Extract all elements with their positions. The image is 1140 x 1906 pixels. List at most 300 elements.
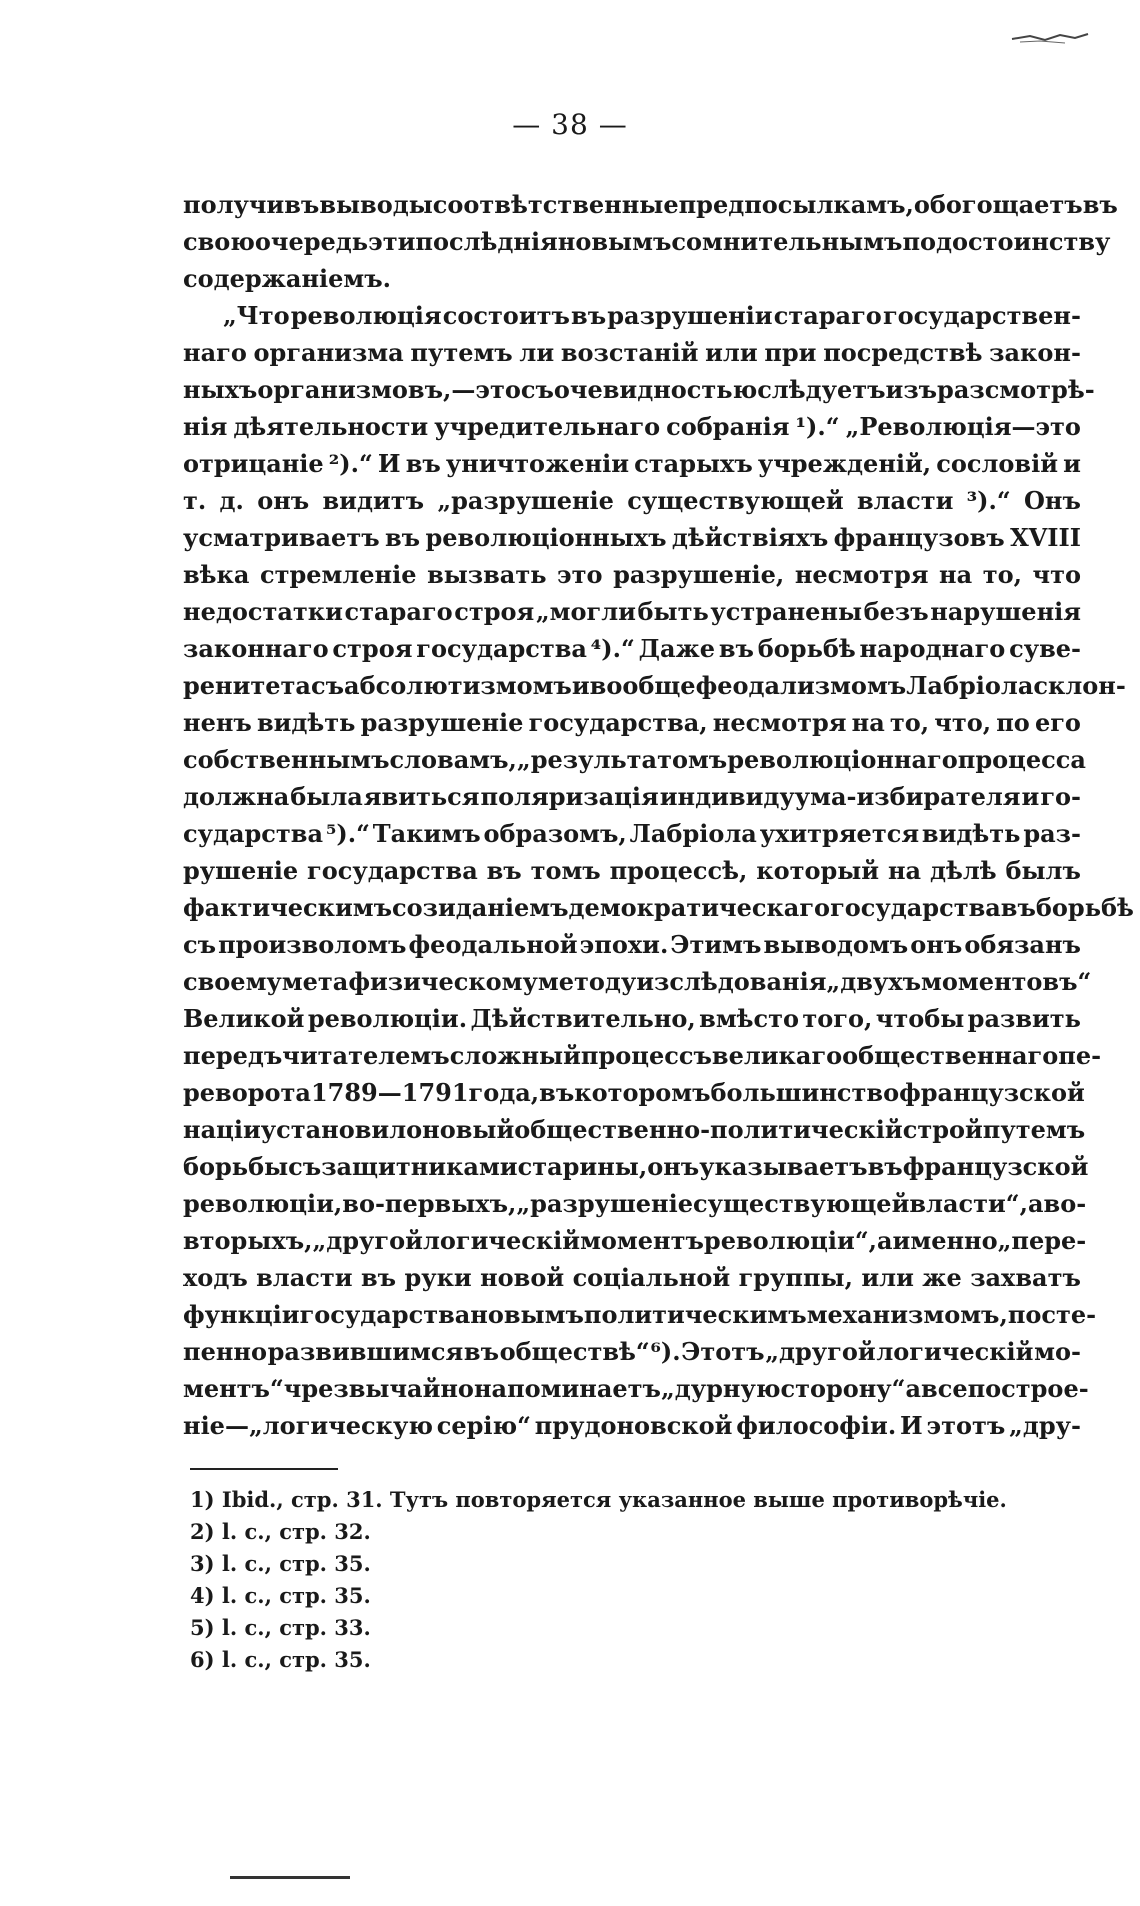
word: новымъ (557, 227, 672, 256)
word: который (756, 856, 880, 885)
word: французовъ (833, 523, 1005, 552)
word: все (921, 1374, 968, 1403)
word: демократическаго (568, 893, 831, 922)
word: то, (889, 708, 930, 737)
text-line (183, 778, 1081, 815)
word: же (922, 1263, 962, 1292)
word: И (899, 1411, 923, 1440)
word: по (902, 227, 937, 256)
word: ²).“ (328, 449, 373, 478)
text-line (183, 963, 1092, 1000)
word: существующей (627, 486, 844, 515)
word: сторону“ (780, 1374, 906, 1403)
footnote-mark: 2) (190, 1519, 215, 1544)
word: власти (256, 1263, 353, 1292)
word: состоитъ (442, 301, 570, 330)
word: чтобы (875, 1004, 965, 1033)
text-line (183, 852, 1081, 889)
word: государства (830, 893, 1001, 922)
word: захватъ (970, 1263, 1081, 1292)
word: учредительнаго (434, 412, 661, 441)
word: созиданіемъ (392, 893, 569, 922)
word: несмотря (794, 560, 929, 589)
word: изъ (885, 375, 938, 404)
word: въ (1082, 190, 1118, 219)
word: новой (480, 1263, 565, 1292)
word: великаго (711, 1041, 843, 1070)
word: видитъ (322, 486, 425, 515)
word: въ (539, 1078, 575, 1107)
word: которомъ (574, 1078, 711, 1107)
word: большинство (710, 1078, 900, 1107)
text-line (183, 667, 1126, 704)
text-line (183, 1037, 1102, 1074)
scan-artifact (1010, 30, 1090, 44)
word: собственнымъ (183, 745, 390, 774)
word: методу (537, 967, 637, 996)
word: читателемъ (282, 1041, 450, 1070)
word: абсолютизмомъ (344, 671, 572, 700)
word: наго (183, 338, 247, 367)
text-line (183, 260, 1081, 297)
word: или (705, 338, 758, 367)
word: изслѣдованія (636, 967, 827, 996)
footnote (190, 1484, 1070, 1516)
word: французской (899, 1078, 1085, 1107)
word: феодализмомъ (695, 671, 907, 700)
word: Лабріола (906, 671, 1034, 700)
word: разрушеніе, (613, 560, 785, 589)
word: революціи. (307, 1004, 468, 1033)
word: видѣть (256, 708, 356, 737)
word: И (377, 449, 401, 478)
text-line (183, 889, 1134, 926)
word: разсмотрѣ- (937, 375, 1095, 404)
text-line (183, 1222, 1087, 1259)
word: моментовъ“ (920, 967, 1092, 996)
word: недостатки (183, 597, 343, 626)
text-line (183, 593, 1081, 630)
word: 1789—1791 (310, 1078, 469, 1107)
word: на (887, 856, 922, 885)
word: общественнаго (842, 1041, 1059, 1070)
word: и (571, 671, 590, 700)
word: строя (332, 634, 413, 663)
main-text (183, 186, 1134, 1444)
word: а (905, 1374, 922, 1403)
word: Даже (638, 634, 716, 663)
text-line (183, 1074, 1085, 1111)
word: націи (183, 1115, 261, 1144)
word: народнаго (859, 634, 1006, 663)
text-line (183, 1333, 1081, 1370)
text-line (183, 1111, 1086, 1148)
word: того, (802, 1004, 873, 1033)
text-line (183, 408, 1081, 445)
word: Такимъ (372, 819, 481, 848)
word: сложный (449, 1041, 581, 1070)
word: ныхъ (183, 375, 258, 404)
word: новый (422, 1115, 515, 1144)
word: разрушеніе (360, 708, 524, 737)
text-line (183, 741, 1086, 778)
word: учрежденій, (757, 449, 932, 478)
word: нарушенія (930, 597, 1081, 626)
word: пенно (183, 1337, 267, 1366)
word: дѣятельности (233, 412, 429, 441)
word: возстаній (560, 338, 699, 367)
word: онъ (257, 486, 310, 515)
text-line (183, 1407, 1081, 1444)
footnote-mark: 3) (190, 1551, 215, 1576)
word: въ (360, 1263, 397, 1292)
word: былъ (1005, 856, 1081, 885)
word: фактическимъ (183, 893, 393, 922)
word: „могли (535, 597, 636, 626)
footnote-text: Ibid., стр. 31. Тутъ повторяется указанное выше противорѣчіе. (214, 1487, 1007, 1512)
word: государства (307, 856, 478, 885)
word: съ (183, 930, 217, 959)
word: феодальной (408, 930, 578, 959)
footnote (190, 1644, 1070, 1676)
word: политическимъ (583, 1300, 807, 1329)
word: установило (260, 1115, 423, 1144)
word: слѣдуетъ (757, 375, 886, 404)
word: построе- (967, 1374, 1089, 1403)
word: обязанъ (964, 930, 1081, 959)
word: прудоновской (534, 1411, 733, 1440)
word: а (876, 1226, 893, 1255)
word: была (290, 782, 363, 811)
word: или (861, 1263, 914, 1292)
word: сударства (183, 819, 324, 848)
word: въ (405, 449, 441, 478)
word: быть (637, 597, 709, 626)
word: безъ (863, 597, 929, 626)
word: съ (520, 375, 554, 404)
footnote (190, 1548, 1070, 1580)
word: ⁵).“ (325, 819, 370, 848)
text-line (183, 1148, 1089, 1185)
word: сословій (936, 449, 1059, 478)
text-line (183, 1185, 1087, 1222)
footnote (190, 1612, 1070, 1644)
text-line (183, 1259, 1081, 1296)
text-line (183, 223, 1111, 260)
word: содержаніемъ. (183, 264, 392, 293)
footnote (190, 1580, 1070, 1612)
word: логическій (876, 1337, 1034, 1366)
word: строй (902, 1115, 983, 1144)
word: строя (454, 597, 535, 626)
word: революціи“, (703, 1226, 877, 1255)
word: указываетъ (699, 1152, 868, 1181)
word: ли (519, 338, 555, 367)
word: государства (299, 1300, 471, 1329)
word: процесса (957, 745, 1086, 774)
word: реворота (183, 1078, 311, 1107)
word: власти“, (909, 1189, 1028, 1218)
word: старыхъ (634, 449, 753, 478)
word: получивъ (183, 190, 320, 219)
word: „другой (312, 1226, 423, 1255)
word: Этимъ (670, 930, 762, 959)
word: го- (1040, 782, 1081, 811)
word: механизмомъ, (806, 1300, 1008, 1329)
word: серію“ (436, 1411, 531, 1440)
word: пе- (1058, 1041, 1102, 1070)
word: это (557, 560, 603, 589)
word: „пере- (997, 1226, 1087, 1255)
word: „дру- (1009, 1411, 1081, 1440)
word: стремленіе (259, 560, 417, 589)
footnote-separator (190, 1468, 338, 1470)
word: индивидуума-избирателя (659, 782, 1021, 811)
text-line (183, 371, 1095, 408)
word: вѣка (183, 560, 250, 589)
word: революція (290, 301, 442, 330)
footnote-text: l. c., стр. 35. (214, 1647, 371, 1672)
word: сомнительнымъ (671, 227, 903, 256)
word: Лабріола (629, 819, 757, 848)
word: логическій (422, 1226, 581, 1255)
word: вмѣсто (699, 1004, 800, 1033)
word: склон- (1033, 671, 1126, 700)
word: новымъ (470, 1300, 584, 1329)
word: онъ (910, 930, 963, 959)
text-line (183, 297, 1081, 334)
word: томъ (530, 856, 601, 885)
word: свою (183, 227, 255, 256)
word: во-первыхъ, (342, 1189, 517, 1218)
word: посредствѣ (823, 338, 983, 367)
text-line (183, 704, 1081, 741)
word: несмотря (712, 708, 847, 737)
word: устранены (710, 597, 863, 626)
word: что, (934, 708, 992, 737)
footnote-text: l. c., стр. 35. (214, 1551, 371, 1576)
word: рушеніе (183, 856, 299, 885)
footnotes (190, 1484, 1070, 1676)
word: функціи (183, 1300, 300, 1329)
footnote (190, 1516, 1070, 1548)
word: борьбѣ (1035, 893, 1134, 922)
word: т. (183, 486, 207, 515)
word: обществѣ“ (499, 1337, 650, 1366)
word: уничтоженіи (445, 449, 630, 478)
word: то, (982, 560, 1022, 589)
word: „разрушеніе (516, 1189, 693, 1218)
word: „другой (765, 1337, 876, 1366)
word: обогощаетъ (913, 190, 1083, 219)
word: передъ (183, 1041, 283, 1070)
text-line (183, 1370, 1089, 1407)
word: путемъ (982, 1115, 1086, 1144)
word: послѣднія (415, 227, 558, 256)
word: дѣлѣ (929, 856, 997, 885)
word: „разрушеніе (437, 486, 614, 515)
text-line (183, 1000, 1081, 1037)
word: что (1032, 560, 1081, 589)
word: ⁶). (650, 1337, 681, 1366)
word: ⁴).“ (590, 634, 635, 663)
word: именно (892, 1226, 998, 1255)
word: Дѣйствительно, (470, 1004, 696, 1033)
word: борьбы (183, 1152, 289, 1181)
word: съ (310, 671, 345, 700)
word: вторыхъ, (183, 1226, 313, 1255)
word: въ (1000, 893, 1036, 922)
word: Онъ (1024, 486, 1081, 515)
word: произволомъ (218, 930, 407, 959)
word: процессѣ, (609, 856, 748, 885)
text-line (183, 519, 1081, 556)
word: ніе—„логическую (183, 1411, 433, 1440)
word: года, (468, 1078, 540, 1107)
word: „дурную (660, 1374, 781, 1403)
word: стараго (344, 597, 453, 626)
word: очередь (254, 227, 369, 256)
text-line (183, 334, 1081, 371)
word: борьбѣ (757, 634, 856, 663)
word: дѣйствіяхъ (671, 523, 829, 552)
word: моментъ (580, 1226, 704, 1255)
word: поляризація (480, 782, 659, 811)
word: въ (486, 856, 522, 885)
word: ментъ“ (183, 1374, 284, 1403)
word: власти (856, 486, 954, 515)
word: а (1027, 1189, 1044, 1218)
word: собранія (666, 412, 790, 441)
word: ¹).“ (795, 412, 840, 441)
word: группы, (738, 1263, 853, 1292)
word: на (851, 708, 885, 737)
word: стараго (773, 301, 882, 330)
word: д. (219, 486, 244, 515)
text-line (183, 445, 1081, 482)
word: „двухъ (826, 967, 921, 996)
word: эти (368, 227, 416, 256)
text-line (183, 1296, 1097, 1333)
word: должна (183, 782, 290, 811)
word: ненъ (183, 708, 252, 737)
word: старины, (517, 1152, 648, 1181)
word: ухитряется (759, 819, 920, 848)
word: отрицаніе (183, 449, 324, 478)
text-line (183, 630, 1081, 667)
word: и (1021, 782, 1040, 811)
text-line (183, 482, 1081, 519)
word: вообще (589, 671, 696, 700)
word: мо- (1034, 1337, 1081, 1366)
word: организмовъ,—это (257, 375, 521, 404)
word: Великой (183, 1004, 305, 1033)
word: въ (384, 523, 421, 552)
word: соотвѣтственные (432, 190, 679, 219)
word: раз- (1023, 819, 1081, 848)
word: процессъ (580, 1041, 712, 1070)
word: ходъ (183, 1263, 248, 1292)
text-line (183, 186, 1118, 223)
text-line (183, 556, 1081, 593)
text-line (183, 926, 1081, 963)
word: вызвать (427, 560, 547, 589)
word: философіи. (736, 1411, 897, 1440)
word: образомъ, (483, 819, 627, 848)
word: „результатомъ (516, 745, 728, 774)
word: видѣть (921, 819, 1021, 848)
word: при (764, 338, 817, 367)
word: разрушеніи (607, 301, 773, 330)
word: ренитета (183, 671, 311, 700)
word: ³).“ (966, 486, 1011, 515)
word: законнаго (183, 634, 329, 663)
word: на (939, 560, 973, 589)
footnote-mark: 1) (190, 1487, 215, 1512)
word: въ (571, 301, 607, 330)
word: предпосылкамъ, (678, 190, 914, 219)
word: выводы (319, 190, 433, 219)
text-line (183, 815, 1081, 852)
bottom-mark (230, 1876, 350, 1879)
word: усматриваетъ (183, 523, 380, 552)
word: и (1063, 449, 1081, 478)
word: въ (718, 634, 754, 663)
word: явиться (363, 782, 480, 811)
word: чрезвычайно (283, 1374, 474, 1403)
word: съ (288, 1152, 322, 1181)
word: развить (967, 1004, 1081, 1033)
footnote-mark: 6) (190, 1647, 215, 1672)
word: революціи, (183, 1189, 343, 1218)
word: Этотъ (681, 1337, 765, 1366)
footnote-mark: 4) (190, 1583, 215, 1608)
word: по (996, 708, 1030, 737)
word: въ (463, 1337, 499, 1366)
word: соціальной (572, 1263, 731, 1292)
word: напоминаетъ (473, 1374, 661, 1403)
word: его (1034, 708, 1081, 737)
page-number: — 38 — (512, 108, 628, 141)
word: выводомъ (763, 930, 909, 959)
word: „Революція—это (845, 412, 1081, 441)
word: достоинству (936, 227, 1111, 256)
footnote-text: l. c., стр. 33. (214, 1615, 371, 1640)
word: въ (867, 1152, 903, 1181)
word: онъ (647, 1152, 700, 1181)
word: „Что (223, 301, 290, 330)
word: во- (1043, 1189, 1087, 1218)
word: этотъ (926, 1411, 1006, 1440)
word: организма (253, 338, 404, 367)
word: словамъ, (389, 745, 517, 774)
word: суве- (1009, 634, 1081, 663)
word: французской (902, 1152, 1089, 1181)
word: метафизическому (281, 967, 538, 996)
footnote-text: l. c., стр. 35. (214, 1583, 371, 1608)
word: существующей (692, 1189, 910, 1218)
word: своему (183, 967, 282, 996)
word: закон- (989, 338, 1081, 367)
word: государства, (528, 708, 708, 737)
word: общественно-политическій (514, 1115, 903, 1144)
word: государства (416, 634, 587, 663)
word: эпохи. (579, 930, 669, 959)
word: революціонныхъ (425, 523, 667, 552)
footnote-mark: 5) (190, 1615, 215, 1640)
word: нія (183, 412, 228, 441)
word: защитниками (321, 1152, 518, 1181)
